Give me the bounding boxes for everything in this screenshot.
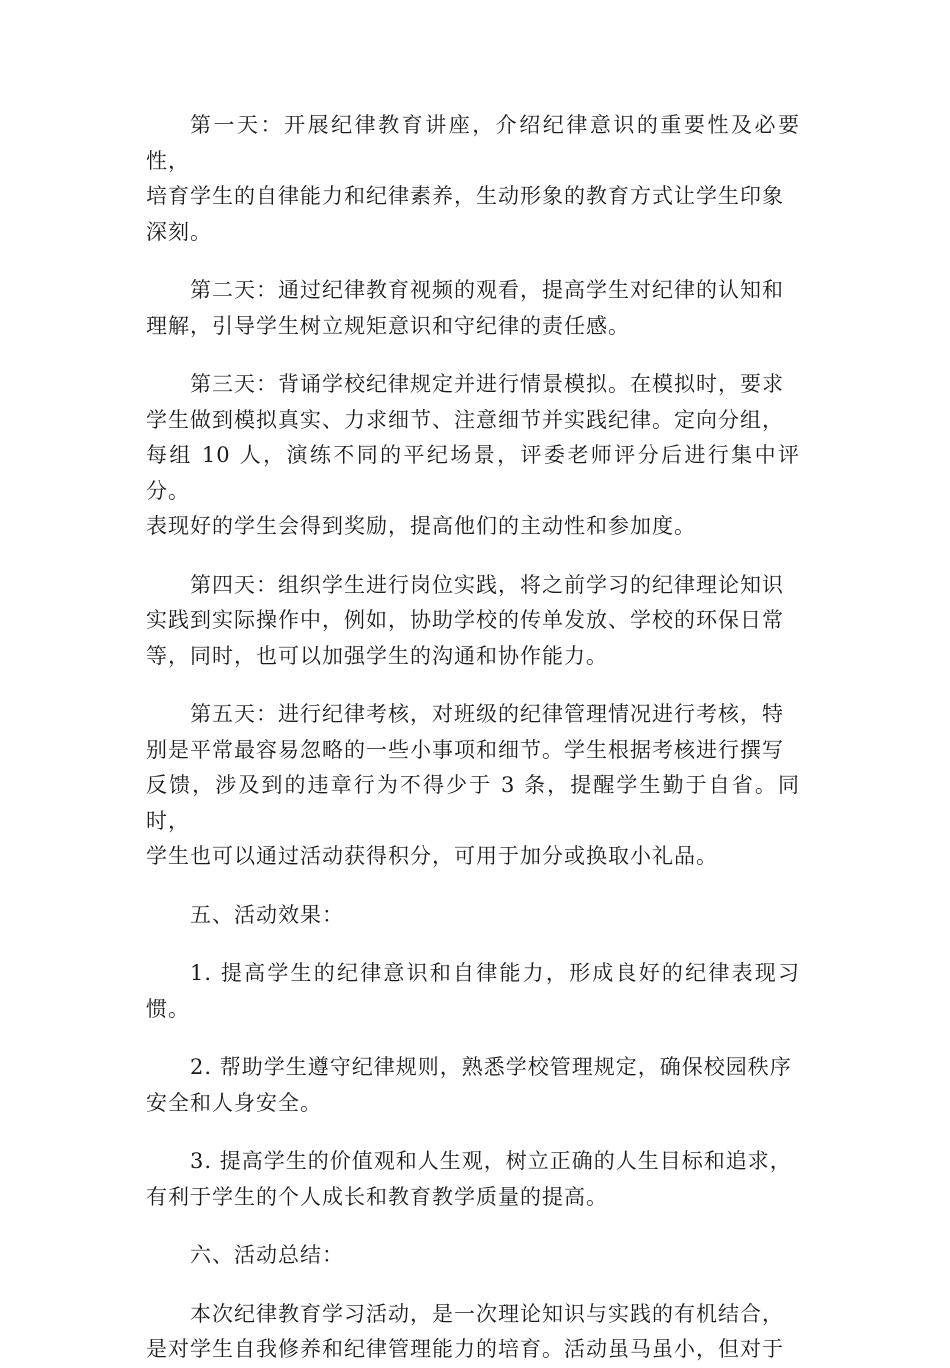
paragraph-day-five: 第五天：进行纪律考核，对班级的纪律管理情况进行考核，特 别是平常最容易忽略的一些小事项和细节。学生根据考核进行撰写 反馈，涉及到的违章行为不得少于 3 条，提醒学生勤于自省。同时， 学生也可以通过活动获得积分，可用于加分或换取小礼品。 xyxy=(146,702,800,868)
effect-item-1: 1. 提高学生的纪律意识和自律能力，形成良好的纪律表现习惯。 xyxy=(146,961,800,1021)
paragraph-day-two: 第二天：通过纪律教育视频的观看，提高学生对纪律的认知和 理解，引导学生树立规矩意识和守纪律的责任感。 xyxy=(146,278,784,338)
effect-item-3: 3. 提高学生的价值观和人生观，树立正确的人生目标和追求， 有利于学生的个人成长和教育教学质量的提高。 xyxy=(146,1149,792,1209)
paragraph-summary: 本次纪律教育学习活动，是一次理论知识与实践的有机结合， 是对学生自我修养和纪律管理能力的培育。活动虽马虽小，但对于 xyxy=(146,1301,784,1361)
paragraph-day-three: 第三天：背诵学校纪律规定并进行情景模拟。在模拟时，要求 学生做到模拟真实、力求细节、注意细节并实践纪律。定向分组， 每组 10 人，演练不同的平纪场景，评委老师评分后进行集中评分。 表现好的学生会得到奖励，提高他们的主动性和参加度。 xyxy=(146,372,800,538)
effect-item-2: 2. 帮助学生遵守纪律规则，熟悉学校管理规定，确保校园秩序 安全和人身安全。 xyxy=(146,1055,792,1115)
section-heading-effects: 五、活动效果： xyxy=(190,902,344,927)
paragraph-day-one: 第一天：开展纪律教育讲座，介绍纪律意识的重要性及必要性， 培育学生的自律能力和纪律素养，生动形象的教育方式让学生印象 深刻。 xyxy=(146,113,800,244)
paragraph-day-four: 第四天：组织学生进行岗位实践，将之前学习的纪律理论知识 实践到实际操作中，例如，协助学校的传单发放、学校的环保日常 等，同时，也可以加强学生的沟通和协作能力。 xyxy=(146,572,784,668)
section-heading-summary: 六、活动总结： xyxy=(190,1243,344,1267)
